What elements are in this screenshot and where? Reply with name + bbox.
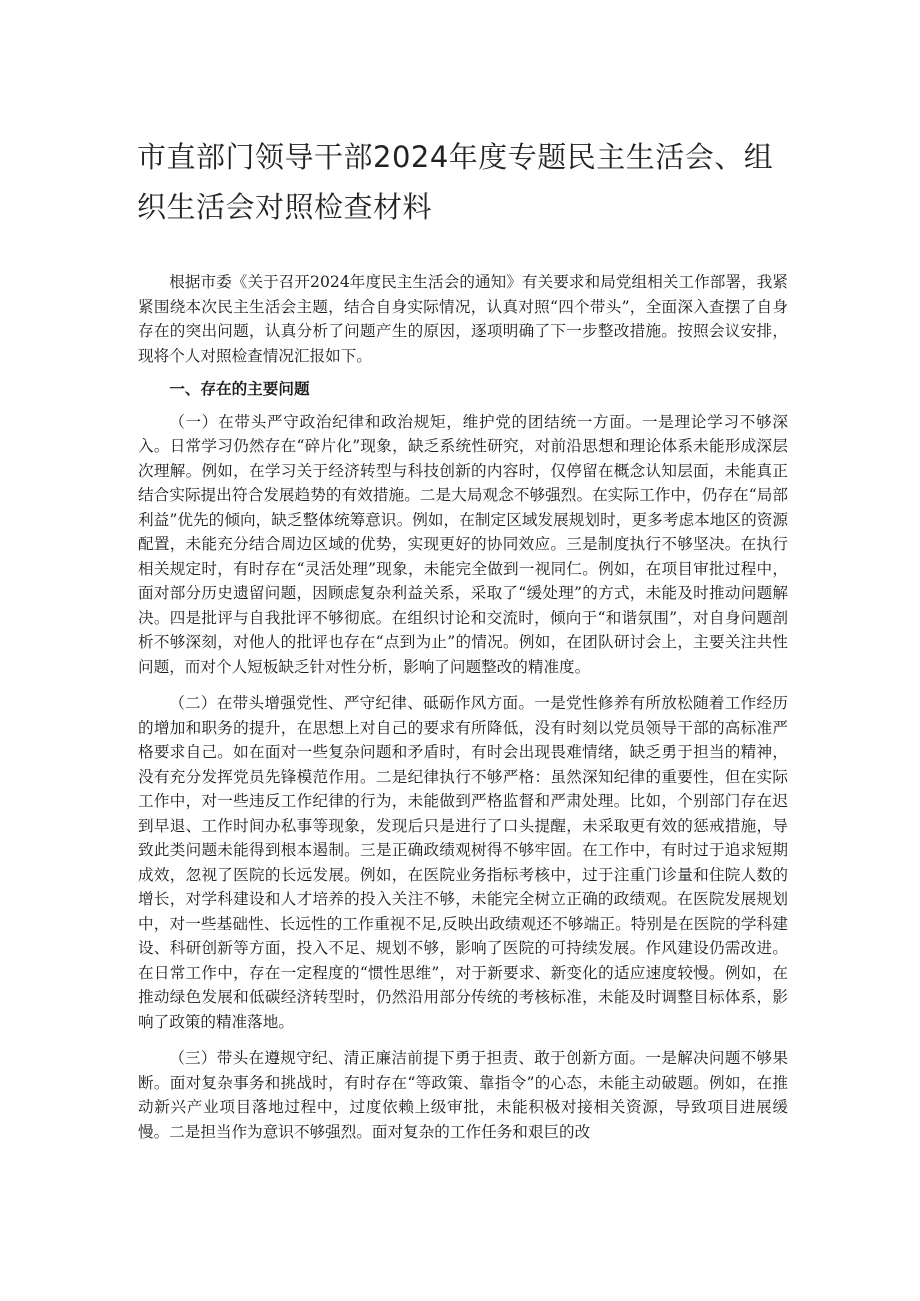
section-heading: 一、存在的主要问题 bbox=[169, 380, 310, 398]
document-body bbox=[138, 270, 788, 1156]
paragraph-2: （二）在带头增强党性、严守纪律、砥砺作风方面。一是党性修养有所放松随着工作经历的增加和职务的提升，在思想上对自己的要求有所降低，没有时刻以党员领导干部的高标准严格要求自己。如在面对一些复杂问题和矛盾时，有时会出现畏难情绪，缺乏勇于担当的精神，没有充分发挥党员先锋模范作用。二是纪律执行不够严格：虽然深知纪律的重要性，但在实际工作中，对一些违反工作纪律的行为，未能做到严格监督和严肃处理。比如，个别部门存在迟到早退、工作时间办私事等现象，发现后只是进行了口头提醒，未采取更有效的惩戒措施，导致此类问题未能得到根本遏制。三是正确政绩观树得不够牢固。在工作中，有时过于追求短期成效，忽视了医院的长远发展。例如，在医院业务指标考核中，过于注重门诊量和住院人数的增长，对学科建设和人才培养的投入关注不够，未能完全树立正确的政绩观。在医院发展规划中，对一些基础性、长远性的工作重视不足,反映出政绩观还不够端正。特别是在医院的学科建设、科研创新等方面，投入不足、规划不够，影响了医院的可持续发展。作风建设仍需改进。在日常工作中，存在一定程度的“惯性思维”，对于新要求、新变化的适应速度较慢。例如，在推动绿色发展和低碳经济转型时，仍然沿用部分传统的考核标准，未能及时调整目标体系，影响了政策的精准落地。 bbox=[138, 694, 788, 1031]
paragraph-1: （一）在带头严守政治纪律和政治规矩，维护党的团结统一方面。一是理论学习不够深入。日常学习仍然存在“碎片化”现象，缺乏系统性研究，对前沿思想和理论体系未能形成深层次理解。例如，在学习关于经济转型与科技创新的内容时，仅停留在概念认知层面，未能真正结合实际提出符合发展趋势的有效措施。二是大局观念不够强烈。在实际工作中，仍存在“局部利益”优先的倾向，缺乏整体统筹意识。例如，在制定区域发展规划时，更多考虑本地区的资源配置，未能充分结合周边区域的优势，实现更好的协同效应。三是制度执行不够坚决。在执行相关规定时，有时存在“灵活处理”现象，未能完全做到一视同仁。例如，在项目审批过程中，面对部分历史遗留问题，因顾虑复杂利益关系，采取了“缓处理”的方式，未能及时推动问题解决。四是批评与自我批评不够彻底。在组织讨论和交流时，倾向于“和谐氛围”，对自身问题剖析不够深刻，对他人的批评也存在“点到为止”的情况。例如，在团队研讨会上，主要关注共性问题，而对个人短板缺乏针对性分析，影响了问题整改的精准度。 bbox=[138, 412, 788, 676]
document-title: 市直部门领导干部2024年度专题民主生活会、组织生活会对照检查材料 bbox=[137, 140, 774, 224]
intro-paragraph: 根据市委《关于召开2024年度民主生活会的通知》有关要求和局党组相关工作部署，我紧紧围绕本次民主生活会主题，结合自身实际情况，认真对照“四个带头”，全面深入查摆了自身存在的突出问题，认真分析了问题产生的原因，逐项明确了下一步整改措施。按照会议安排，现将个人对照检查情况汇报如下。 bbox=[138, 273, 788, 365]
paragraph-3: （三）带头在遵规守纪、清正廉洁前提下勇于担责、敢于创新方面。一是解决问题不够果断。面对复杂事务和挑战时，有时存在“等政策、靠指令”的心态，未能主动破题。例如，在推动新兴产业项目落地过程中，过度依赖上级审批，未能积极对接相关资源，导致项目进展缓慢。二是担当作为意识不够强烈。面对复杂的工作任务和艰巨的改 bbox=[138, 1049, 788, 1141]
